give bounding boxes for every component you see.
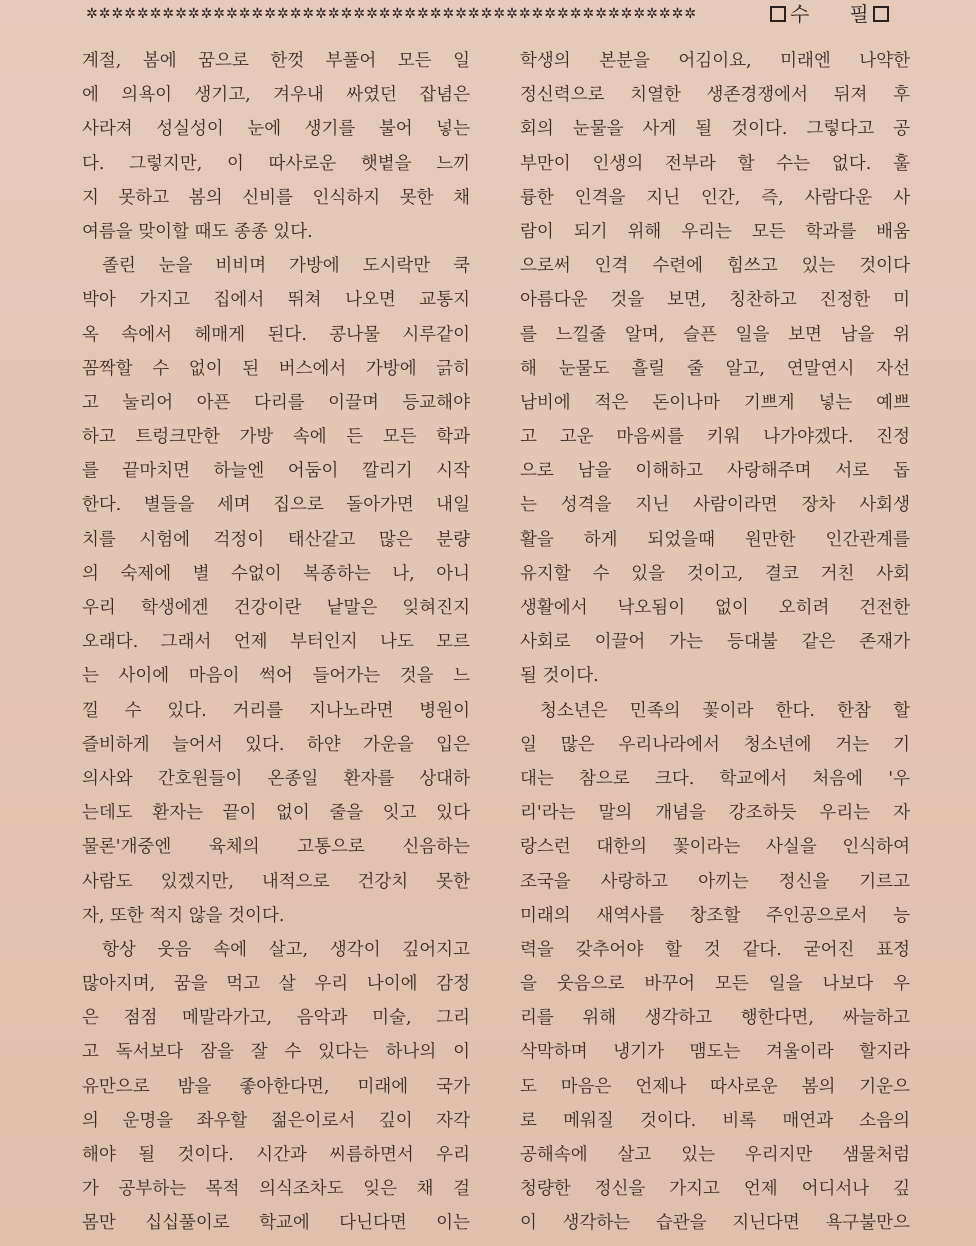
text-line: 지 못하고 봄의 신비를 인식하지 못한 채 — [82, 187, 470, 208]
text-line: 자, 또한 적지 않을 것이다. — [82, 905, 285, 926]
text-line: 우리 학생에겐 건강이란 낱말은 잊혀진지 — [82, 598, 470, 618]
text-line: 치를 시험에 걱정이 태산같고 많은 분량 — [82, 529, 470, 550]
text-line: 낄 수 있다. 거리를 지나노라면 병원이 — [82, 700, 470, 721]
text-line: 의 숙제에 별 수없이 복종하는 나, 아니 — [82, 563, 470, 584]
text-line: 하고 트렁크만한 가방 속에 든 모든 학과 — [82, 427, 470, 448]
text-line: 옥 속에서 헤매게 된다. 콩나물 시루같이 — [82, 324, 470, 345]
text-line: 생활에서 낙오됨이 없이 오히려 건전한 — [520, 598, 910, 618]
text-line: 꼼짝할 수 없이 된 버스에서 가방에 긁히 — [82, 358, 470, 379]
text-line: 미래의 새역사를 창조할 주인공으로서 능 — [520, 905, 910, 926]
text-line: 청량한 정신을 가지고 언제 어디서나 깊 — [520, 1179, 910, 1200]
text-line: 졸린 눈을 비비며 가방에 도시락만 쿡 — [102, 256, 470, 277]
text-line: 이 생각하는 습관을 지닌다면 욕구불만으 — [520, 1213, 910, 1234]
text-line: 로 메워질 것이다. 비록 매연과 소음의 — [520, 1110, 910, 1131]
text-line: 의사와 간호원들이 온종일 환자를 상대하 — [82, 768, 470, 789]
text-line: 고 고운 마음씨를 키워 나가야겠다. 진정 — [520, 427, 910, 448]
text-line: 될 것이다. — [520, 666, 599, 687]
text-line: 륭한 인격을 지닌 인간, 즉, 사람다운 사 — [520, 187, 910, 208]
text-line: 사람도 있겠지만, 내적으로 건강치 못한 — [82, 871, 470, 892]
text-line: 리를 위해 생각하고 행한다면, 싸늘하고 — [520, 1008, 910, 1029]
text-line: 고 눌리어 아픈 다리를 이끌며 등교해야 — [82, 392, 470, 413]
text-line: 을 웃음으로 바꾸어 모든 일을 나보다 우 — [520, 974, 910, 995]
text-line: 가 공부하는 목적 의식조차도 잊은 채 걸 — [82, 1179, 470, 1200]
box-mark-icon — [873, 6, 889, 22]
text-line: 박아 가지고 집에서 뛰쳐 나오면 교통지 — [82, 290, 470, 311]
text-line: 회의 눈물을 사게 될 것이다. 그렇다고 공 — [520, 119, 910, 140]
text-line: 력을 갖추어야 할 것 같다. 굳어진 표정 — [520, 939, 910, 960]
text-line: 는데도 환자는 끝이 없이 줄을 잇고 있다 — [82, 803, 470, 824]
text-line: 활을 하게 되었을때 원만한 인간관계를 — [520, 529, 910, 550]
text-line: 의 운명을 좌우할 젊은이로서 깊이 자각 — [82, 1110, 470, 1131]
text-line: 해야 될 것이다. 시간과 씨름하면서 우리 — [82, 1145, 470, 1165]
text-line: 학생의 본분을 어김이요, 미래엔 나약한 — [520, 51, 910, 71]
text-line: 사회로 이끌어 가는 등대불 같은 존재가 — [520, 632, 910, 653]
text-line: 으로써 인격 수련에 힘쓰고 있는 것이다 — [520, 256, 910, 277]
text-line: 조국을 사랑하고 아끼는 정신을 기르고 — [520, 871, 910, 892]
text-line: 는 성격을 지닌 사람이라면 장차 사회생 — [520, 495, 910, 516]
text-line: 사라져 성실성이 눈에 생기를 불어 넣는 — [82, 119, 470, 140]
text-line: 공해속에 살고 있는 우리지만 샘물처럼 — [520, 1145, 910, 1165]
text-line: 항상 웃음 속에 살고, 생각이 깊어지고 — [102, 939, 470, 960]
right-text-column — [520, 44, 910, 1239]
text-line: 아름다운 것을 보면, 칭찬하고 진정한 미 — [520, 290, 910, 311]
text-line: 람이 되기 위해 우리는 모든 학과를 배움 — [520, 221, 910, 242]
text-line: 즐비하게 늘어서 있다. 하얀 가운을 입은 — [82, 734, 470, 755]
ornamental-border: ✲✲✲✲✲✲✲✲✲✲✲✲✲✲✲✲✲✲✲✲✲✲✲✲✲✲✲✲✲✲✲✲✲✲✲✲✲✲✲✲✲✲✲✲✲✲✲✲ — [86, 6, 698, 22]
text-line: 랑스런 대한의 꽃이라는 사실을 인식하여 — [520, 837, 910, 858]
text-line: 해 눈물도 흘릴 줄 알고, 연말연시 자선 — [520, 358, 910, 379]
text-line: 고 독서보다 잠을 잘 수 있다는 하나의 이 — [82, 1042, 470, 1063]
section-char-1: 수 — [790, 2, 810, 26]
text-line: 으로 남을 이해하고 사랑해주며 서로 돕 — [520, 461, 910, 482]
left-text-column — [82, 44, 470, 1239]
text-line: 여름을 맞이할 때도 종종 있다. — [82, 221, 313, 242]
text-line: 를 느낄줄 알며, 슬픈 일을 보면 남을 위 — [520, 324, 910, 345]
text-line: 리'라는 말의 개념을 강조하듯 우리는 자 — [520, 803, 910, 824]
text-line: 계절, 봄에 꿈으로 한껏 부풀어 모든 일 — [82, 51, 470, 71]
text-line: 삭막하며 냉기가 맴도는 겨울이라 할지라 — [520, 1042, 910, 1063]
text-line: 유만으로 밤을 좋아한다면, 미래에 국가 — [82, 1076, 470, 1097]
text-line: 에 의욕이 생기고, 겨우내 싸였던 잡념은 — [82, 85, 470, 106]
text-line: 도 마음은 언제나 따사로운 봄의 기운으 — [520, 1076, 910, 1097]
text-line: 오래다. 그래서 언제 부터인지 나도 모르 — [82, 632, 470, 653]
text-line: 남비에 적은 돈이나마 기쁘게 넣는 예쁘 — [520, 392, 910, 413]
text-line: 를 끝마치면 하늘엔 어둠이 깔리기 시작 — [82, 461, 470, 482]
text-line: 청소년은 민족의 꽃이라 한다. 한참 할 — [540, 700, 910, 721]
text-line: 정신력으로 치열한 생존경쟁에서 뒤져 후 — [520, 85, 910, 106]
section-heading — [770, 0, 889, 28]
text-line: 몸만 십십풀이로 학교에 다닌다면 이는 — [82, 1213, 470, 1234]
text-line: 많아지며, 꿈을 먹고 살 우리 나이에 감정 — [82, 974, 470, 995]
text-line: 유지할 수 있을 것이고, 결코 거친 사회 — [520, 563, 910, 584]
text-line: 대는 참으로 크다. 학교에서 처음에 '우 — [520, 768, 910, 789]
text-line: 는 사이에 마음이 썩어 들어가는 것을 느 — [82, 666, 470, 687]
box-mark-icon — [770, 6, 786, 22]
text-line: 부만이 인생의 전부라 할 수는 없다. 훌 — [520, 153, 910, 174]
text-line: 한다. 별들을 세며 집으로 돌아가면 내일 — [82, 495, 470, 516]
text-line: 물론'개중엔 육체의 고통으로 신음하는 — [82, 837, 470, 858]
text-line: 일 많은 우리나라에서 청소년에 거는 기 — [520, 734, 910, 755]
section-char-2: 필 — [849, 2, 869, 26]
text-line: 은 점점 메말라가고, 음악과 미술, 그리 — [82, 1008, 470, 1029]
text-line: 다. 그렇지만, 이 따사로운 햇볕을 느끼 — [82, 153, 470, 174]
